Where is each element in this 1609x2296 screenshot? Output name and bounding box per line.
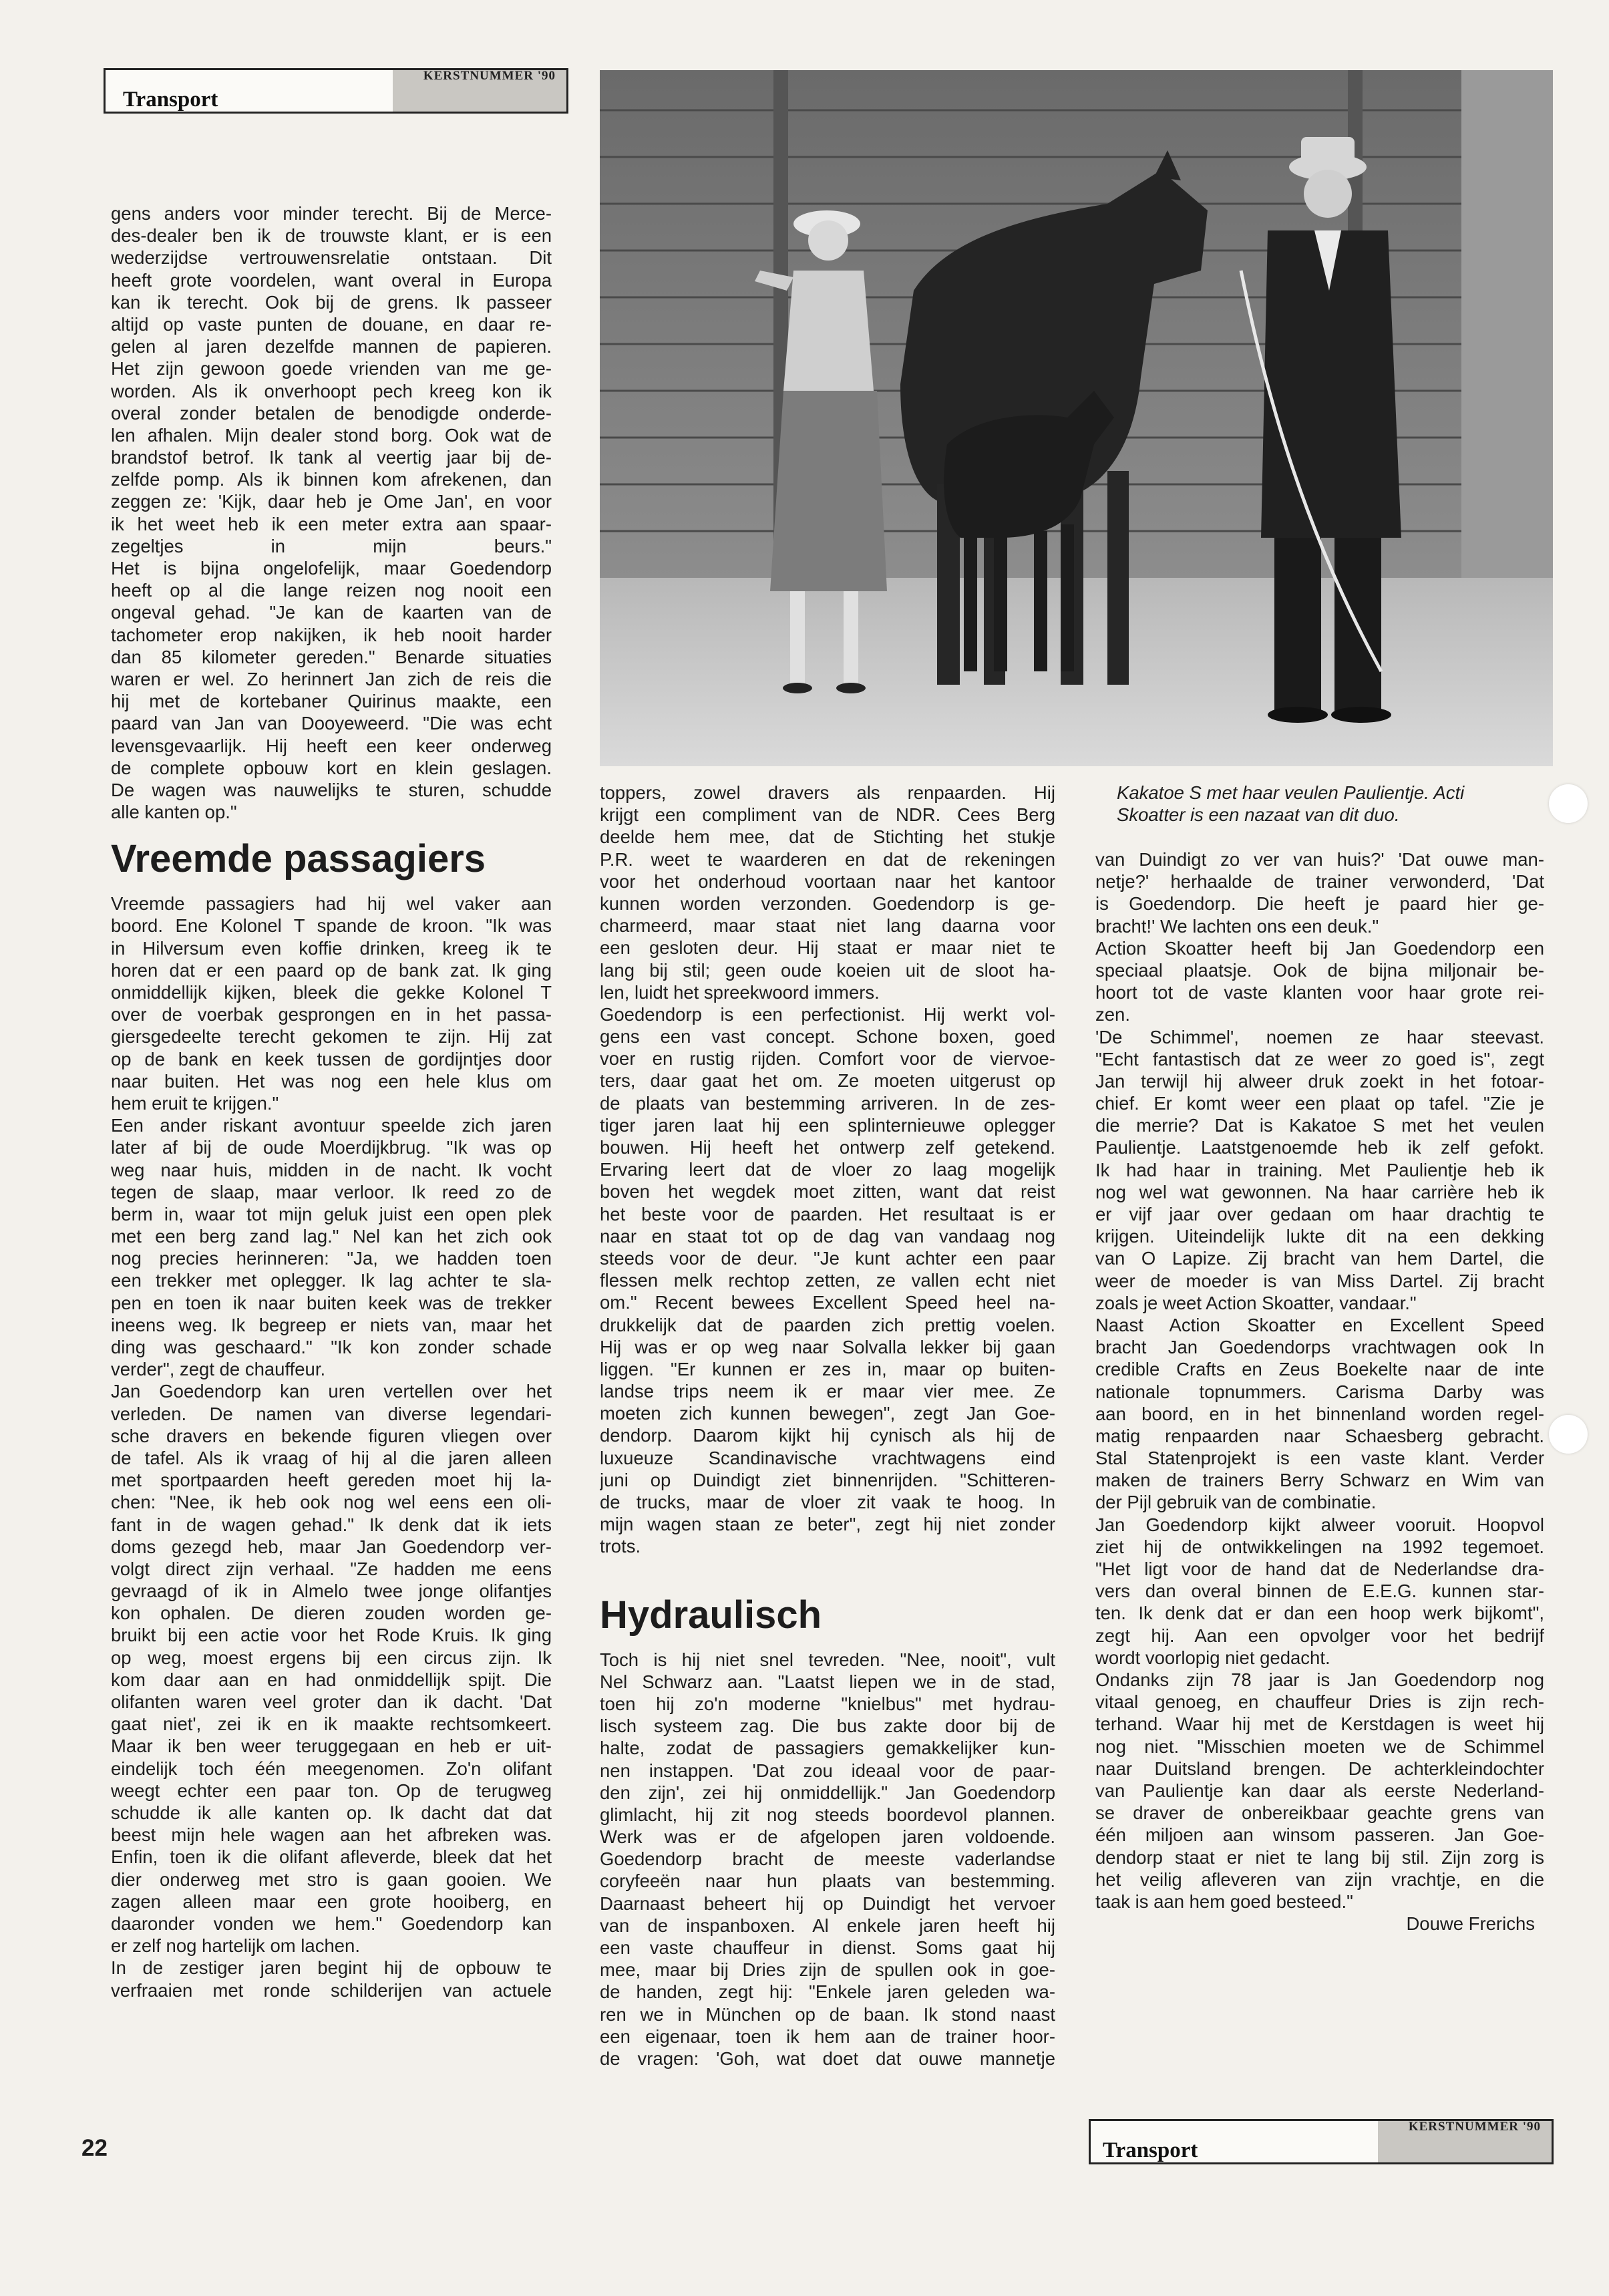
text-line: steeds voor de deur. "Je kunt achter een paar [600,1247,1055,1269]
text-line: beest mijn hele wagen aan het afbreken was. [111,1824,552,1846]
text-line: alle kanten op." [111,802,237,823]
text-line: Enfin, toen ik die olifant afleverde, bleek dat het [111,1846,552,1868]
text-line: toen hij zo'n moderne "knielbus" met hydrau- [600,1693,1055,1714]
text-line: Hij was er op weg naar Solvalla lekker bij gaan [600,1336,1055,1357]
text-line: schudde ik alle kanten op. Ik dacht dat dat [111,1802,552,1823]
text-line: netje?' herhaalde de trainer verwonderd, 'Dat [1095,871,1544,892]
text-line: dendorp staat er niet te lang bij stil. Zijn zorg is [1095,1846,1544,1868]
text-line: op weg, moest ergens bij een circus zijn. Ik [111,1647,552,1668]
text-line: ik het weet heb ik een meter extra aan spaar- [111,513,552,534]
text-line: naar Duitsland brengen. De achterkleindochter [1095,1758,1544,1779]
text-line: Daarnaast beheert hij op Duindigt het vervoer [600,1893,1055,1914]
paragraph [1095,1669,1544,1913]
text-line: len, luidt het spreekwoord immers. [600,981,880,1003]
paragraph [1095,848,1544,937]
text-line: "Het ligt voor de hand dat de Nederlandse dra- [1095,1559,1544,1580]
paragraph [111,202,552,557]
text-line: ren we in München op de baan. Ik stond naast [600,2003,1055,2025]
text-line: Vreemde passagiers had hij wel vaker aan [111,893,552,915]
text-line: dendorp. Daarom kijkt hij cynisch als hij de [600,1425,1055,1446]
section-heading-hydraulisch: Hydraulisch [600,1593,822,1637]
text-line: matig renpaarden naar Schaesberg gebracht. [1095,1425,1544,1446]
footer-section: Transport [1103,2138,1198,2162]
text-line: het beste voor de paarden. Het resultaat is er [600,1203,1055,1224]
text-line: weegt echter een paar ton. Op de terugweg [111,1780,552,1801]
header-box [104,68,568,114]
text-line: olifanten waren veel groter dan ik dacht. 'Dat [111,1691,552,1713]
text-line: Maar ik ben weer teruggegaan en heb er uit- [111,1736,552,1757]
paragraph [111,1957,552,2001]
text-line: zegt hij. Aan een opvolger voor het bedrijf [1095,1625,1544,1646]
text-line: gelen al jaren dezelfde mannen de papieren. [111,336,552,357]
text-line: zen. [1095,1004,1130,1025]
text-line: ongeval gehad. "Je kan de kaarten van de [111,602,552,623]
text-line: kan ik terecht. Ook bij de grens. Ik passeer [111,291,552,313]
text-line: horen dat er een paard op de bank zat. Ik ging [111,959,552,981]
caption-line: Kakatoe S met haar veulen Paulientje. Acti [1117,782,1465,803]
text-line: chief. Er komt weer een plaat op tafel. "Zie je [1095,1093,1544,1114]
text-line: verleden. De namen van diverse legendari- [111,1403,552,1424]
text-line: deelde hem mee, dat de Stichting het stukje [600,826,1055,848]
text-line: pen en toen ik naar buiten keek was de trekker [111,1292,552,1313]
text-line: trots. [600,1536,641,1557]
text-line: daaronder vonden we hem." Goedendorp kan [111,1913,552,1934]
text-line: bruikt bij een actie voor het Rode Kruis. Ik ging [111,1625,552,1646]
text-line: In de zestiger jaren begint hij de opbouw te [111,1957,552,1979]
text-line: charmeerd, maar staat niet lang daarna voor [600,915,1055,937]
text-line: brandstof betrof. Ik tank al veertig jaar bij de- [111,447,552,468]
text-line: vitaal genoeg, en chauffeur Dries is zijn rech- [1095,1691,1544,1713]
text-line: wederzijdse vertrouwensrelatie ontstaan. Dit [111,247,552,269]
text-line: tegen de slaap, maar verloor. Ik reed zo de [111,1181,552,1202]
text-line: speciaal plaatsje. Ook de bijna miljonair be- [1095,959,1544,981]
text-line: gevraagd of ik in Almelo twee jonge olifantjes [111,1581,552,1602]
text-line: één miljoen aan winsom passeren. Jan Goe- [1095,1824,1544,1846]
text-line: Action Skoatter heeft bij Jan Goedendorp een [1095,937,1544,959]
text-line: krijgt een compliment van de NDR. Cees Berg [600,804,1055,826]
text-line: weg naar huis, midden in de nacht. Ik vocht [111,1159,552,1180]
text-line: de handen, zegt hij: "Enkele jaren geleden wa- [600,1981,1055,2003]
text-line: verder", zegt de chauffeur. [111,1359,326,1380]
horses-photo [600,70,1553,766]
text-line: P.R. weet te waarderen en dat de rekeningen [600,848,1055,870]
text-line: zelfde pomp. Als ik binnen kom afrekenen, dan [111,469,552,490]
paragraph [600,1003,1055,1558]
text-line: lisch systeem zag. Die bus zakte door bij de [600,1715,1055,1737]
footer-box [1089,2119,1554,2164]
text-line: 'De Schimmel', noemen ze haar steevast. [1095,1026,1544,1047]
text-line: zoals je weet Action Skoatter, vandaar." [1095,1292,1417,1313]
text-line: waren er wel. Zo herinnert Jan zich de reis die [111,668,552,689]
text-line: bracht Jan Goedendorps vrachtwagen ook In [1095,1337,1544,1358]
text-line: nog niet. "Misschien moeten we de Schimmel [1095,1736,1544,1757]
text-line: se draver de onbereikbaar geachte grens van [1095,1802,1544,1824]
text-line: ineens weg. Ik begreep er niets van, maar het [111,1314,552,1335]
text-line: doms gezegd heb, maar Jan Goedendorp ver- [111,1536,552,1557]
text-line: de vragen: 'Goh, wat doet dat ouwe mannetje [600,2047,1055,2069]
text-line: halte, zodat de passagiers gemakkelijker kun- [600,1738,1055,1759]
punch-hole [1549,1415,1588,1454]
text-line: lang bij stil; geen oude koeien uit de sloot ha- [600,959,1055,981]
text-line: altijd op vaste punten de douane, en daar re- [111,313,552,335]
text-line: toppers, zowel dravers als renpaarden. Hij [600,782,1055,803]
text-line: een vaste chauffeur in dienst. Soms gaat hij [600,1937,1055,1959]
text-line: er vijf jaar over gedaan om haar drachtig te [1095,1204,1544,1225]
text-line: luxueuze Scandinavische vrachtwagens eind [600,1447,1055,1468]
text-line: boven het wegdek moet zitten, want dat reist [600,1181,1055,1202]
page-number: 22 [81,2135,108,2161]
text-line: gens een vast concept. Schone boxen, goed [600,1026,1055,1047]
text-line: later af bij de oude Moerdijkbrug. "Ik was op [111,1137,552,1158]
paragraph [1095,1514,1544,1669]
text-line: de tafel. Als ik vraag of hij al die jaren alleen [111,1447,552,1468]
header-issue: KERSTNUMMER '90 [423,69,556,83]
paragraph [111,1114,552,1380]
text-line: in Hilversum even koffie drinken, kreeg ik te [111,937,552,959]
text-line: paard van Jan van Dooyeweerd. "Die was echt [111,713,552,734]
text-line: tiger jaren laat hij een splinternieuwe oplegger [600,1114,1055,1136]
text-line: onmiddellijk kijken, bleek die gekke Kolonel T [111,982,552,1003]
text-line: fant in de wagen gehad." Ik denk dat ik iets [111,1514,552,1535]
text-line: van Duindigt zo ver van huis?' 'Dat ouwe man- [1095,849,1544,870]
text-line: De wagen was nauwelijks te sturen, schudde [111,779,552,800]
text-line: naar en staat tot op de dag van vandaag nog [600,1225,1055,1247]
text-line: drukkelijk dat de paarden zich prettig voelen. [600,1314,1055,1335]
text-line: mee, maar bij Dries zijn de spullen ook in goe- [600,1959,1055,1981]
text-line: dier onderweg met stro is gaan gooien. We [111,1868,552,1890]
text-line: glimlacht, hij zit nog steeds boordevol plannen. [600,1804,1055,1825]
text-line: Paulientje. Laatstgenoemde heb ik zelf gefokt. [1095,1137,1544,1158]
text-line: sche dravers en bekende figuren vliegen over [111,1425,552,1446]
text-line: zagen alleen maar een grote hooiberg, en [111,1891,552,1912]
text-line: nog wel wat gewonnen. Na haar carrière heb ik [1095,1181,1544,1202]
text-line: ten. Ik denk dat er dan een hoop werk bijkomt", [1095,1603,1544,1624]
punch-hole [1549,784,1588,823]
text-line: aan boord, en in het binnenland worden regel- [1095,1403,1544,1424]
text-line: chen: "Nee, ik heb ook nog wel eens een oli- [111,1492,552,1513]
text-line: het veilig afleveren van zijn vrachtje, en die [1095,1868,1544,1890]
text-line: Jan terwijl hij alweer druk zoekt in het fotoar- [1095,1070,1544,1092]
text-line: Goedendorp is een perfectionist. Hij werkt vol- [600,1003,1055,1025]
text-line: bracht!' We lachten ons een deuk." [1095,915,1379,937]
text-line: levensgevaarlijk. Hij heeft een keer onderweg [111,735,552,756]
paragraph [600,782,1055,1003]
text-line: de plaats van bestemming arriveren. In de zes- [600,1092,1055,1114]
text-line: moeten zich kunnen bewegen", zegt Jan Goe- [600,1403,1055,1424]
text-line: tachometer erop nakijken, ik heb nooit harder [111,624,552,645]
text-line: verfraaien met ronde schilderijen van actuele [111,1979,552,2001]
text-line: landse trips neem ik er maar vier mee. Ze [600,1381,1055,1402]
text-line: worden. Als ik onverhoopt pech kreeg kon ik [111,380,552,401]
text-line: Goedendorp bracht de meeste vaderlandse [600,1848,1055,1870]
paragraph [1095,1314,1544,1514]
text-line: boord. Ene Kolonel T spande de kroon. "Ik was [111,915,552,937]
text-line: giersgedeelte terecht gekomen te zijn. Hij zat [111,1026,552,1047]
text-line: hij met de kortebaner Quirinus maakte, een [111,691,552,712]
text-line: kunnen worden verzonden. Goedendorp is ge- [600,892,1055,914]
text-line: den zijn', zei hij onmiddellijk." Jan Goedendorp [600,1782,1055,1803]
text-line: liggen. "Er kunnen er zes in, maar op buiten- [600,1358,1055,1379]
footer-issue: KERSTNUMMER '90 [1408,2120,1541,2134]
text-line: hem eruit te krijgen." [111,1092,279,1114]
text-line: naar buiten. Het was nog een hele klus om [111,1070,552,1092]
caption-line: Skoatter is een nazaat van dit duo. [1117,804,1400,826]
text-line: krijgen. Uiteindelijk lukte dit na een dekking [1095,1226,1544,1247]
text-line: kon ophalen. De dieren zouden worden ge- [111,1603,552,1624]
text-line: Stal Statenprojekt is een vaste klant. Verder [1095,1448,1544,1469]
text-line: heeft op al die lange reizen nog nooit een [111,580,552,601]
paragraph [600,1649,1055,2070]
text-line: een gesloten deur. Hij staat er maar niet te [600,937,1055,959]
text-line: de complete opbouw kort en klein geslagen. [111,757,552,778]
text-line: weer de moeder is van Miss Dartel. Zij bracht [1095,1270,1544,1291]
paragraph [111,892,552,1114]
text-line: Werk was er de afgelopen jaren voldoende. [600,1826,1055,1848]
text-line: vers dan overal binnen de E.E.G. kunnen star- [1095,1581,1544,1602]
text-line: juni op Duindigt ziet binnenrijden. "Schitteren- [600,1469,1055,1490]
text-line: dan 85 kilometer gereden." Benarde situaties [111,646,552,667]
text-line: nationale topnummers. Carisma Darby was [1095,1381,1544,1402]
author-byline: Douwe Frerichs [1406,1913,1535,1935]
text-line: "Echt fantastisch dat ze weer zo goed is", zegt [1095,1048,1544,1070]
header-section: Transport [123,88,218,112]
text-line: voer en rustig rijden. Comfort voor de viervoe- [600,1048,1055,1070]
text-line: ters, daar gaat het om. Ze moeten uitgerust op [600,1070,1055,1092]
photo-caption [1117,782,1558,826]
text-line: er zelf nog hartelijk om lachen. [111,1935,360,1957]
text-line: zeggen ze: 'Kijk, daar heb je Ome Jan', en voor [111,491,552,512]
text-line: Jan Goedendorp kijkt alweer vooruit. Hoopvol [1095,1514,1544,1535]
section-heading-vreemde-passagiers: Vreemde passagiers [111,837,486,881]
text-line: gaat niet', zei ik en ik maakte rechtsomkeert. [111,1713,552,1735]
text-line: des-dealer ben ik de trouwste klant, er is een [111,225,552,247]
text-line: zegeltjes in mijn beurs." [111,535,552,556]
text-line: credible Crafts en Zeus Boekelte naar de inte [1095,1359,1544,1380]
text-line: op de bank en keek tussen de gordijntjes door [111,1048,552,1070]
text-line: Het zijn gewoon goede vrienden van me ge- [111,358,552,379]
text-line: Het is bijna ongelofelijk, maar Goedendorp [111,558,552,579]
text-line: volgt direct zijn verhaal. "Ze hadden me eens [111,1558,552,1579]
text-line: over de voerbak gesprongen en in het passa- [111,1004,552,1025]
text-line: is Goedendorp. Die heeft je paard hier ge- [1095,893,1544,915]
text-line: kom daar aan en had onmiddellijk spijt. Die [111,1669,552,1690]
text-line: een trekker met oplegger. Ik lag achter te sla- [111,1270,552,1291]
text-line: Toch is hij niet snel tevreden. "Nee, nooit", vult [600,1649,1055,1670]
article-column-1 [111,202,552,2001]
text-line: len afhalen. Mijn dealer stond borg. Ook wat de [111,424,552,446]
text-line: van O Lapize. Zij bracht van hem Dartel, die [1095,1248,1544,1269]
text-line: de trucks, maar de vloer zit vaak te hoog. In [600,1492,1055,1513]
text-line: om." Recent bewees Excellent Speed heel na- [600,1292,1055,1313]
text-line: Een ander riskant avontuur speelde zich jaren [111,1115,552,1136]
text-line: der Pijl gebruik van de combinatie. [1095,1492,1377,1513]
text-line: Ondanks zijn 78 jaar is Jan Goedendorp nog [1095,1669,1544,1691]
paragraph [1095,937,1544,1026]
text-line: van Paulientje kan daar als eerste Nederland- [1095,1780,1544,1801]
paragraph [111,1380,552,1957]
text-line: overal zonder betalen de benodigde onderde- [111,402,552,424]
text-line: heeft grote voordelen, want overal in Europa [111,269,552,291]
text-line: wordt voorlopig niet gedacht. [1095,1647,1330,1668]
text-line: een eigenaar, toen ik hem aan de trainer hoor- [600,2025,1055,2047]
text-line: nen instappen. 'Dat zou ideaal voor de paar- [600,1760,1055,1781]
text-line: maken de trainers Berry Schwarz en Wim van [1095,1470,1544,1491]
article-column-2 [600,782,1055,2070]
text-line: voor het onderhoud voortaan naar het kantoor [600,870,1055,892]
text-line: die merrie? Dat is Kakatoe S met het veulen [1095,1115,1544,1136]
text-line: gens anders voor minder terecht. Bij de Merce- [111,203,552,224]
text-line: taak is aan hem goed besteed." [1095,1891,1353,1912]
text-line: ziet hij de ontwikkelingen na 1992 tegemoet. [1095,1536,1544,1557]
text-line: berm in, waar tot mijn geluk juist een open plek [111,1203,552,1224]
text-line: Nel Schwarz aan. "Laatst liepen we in de stad, [600,1671,1055,1692]
text-line: Jan Goedendorp kan uren vertellen over het [111,1381,552,1402]
text-line: flessen melk rechtop zetten, ze vallen echt niet [600,1270,1055,1291]
text-line: nog precies herinneren: "Ja, we hadden toen [111,1248,552,1269]
text-line: mijn wagen staan ze beter", zegt hij niet zonder [600,1514,1055,1535]
text-line: Ik had haar in training. Met Paulientje heb ik [1095,1159,1544,1180]
article-column-3 [1095,848,1544,1935]
text-line: Naast Action Skoatter en Excellent Speed [1095,1314,1544,1335]
paragraph [1095,1026,1544,1314]
text-line: met sportpaarden heeft gereden moet hij la- [111,1470,552,1491]
text-line: met een berg zand lag." Nel kan het zich ook [111,1226,552,1247]
paragraph [111,557,552,823]
text-line: terhand. Waar hij met de Kerstdagen is weet hij [1095,1713,1544,1735]
text-line: ding was geschaard." "Ik kon zonder schade [111,1337,552,1358]
text-line: eindelijk toch één meegenomen. Zo'n olifant [111,1758,552,1779]
text-line: Ervaring leert dat de vloer zo laag mogelijk [600,1159,1055,1180]
text-line: hoort tot de vaste klanten voor haar grote rei- [1095,982,1544,1003]
text-line: van de inspanboxen. Al enkele jaren heeft hij [600,1915,1055,1936]
text-line: bouwen. Hij heeft het ontwerp zelf getekend. [600,1137,1055,1158]
text-line: coryfeeën naar hun plaats van bestemming. [600,1870,1055,1892]
